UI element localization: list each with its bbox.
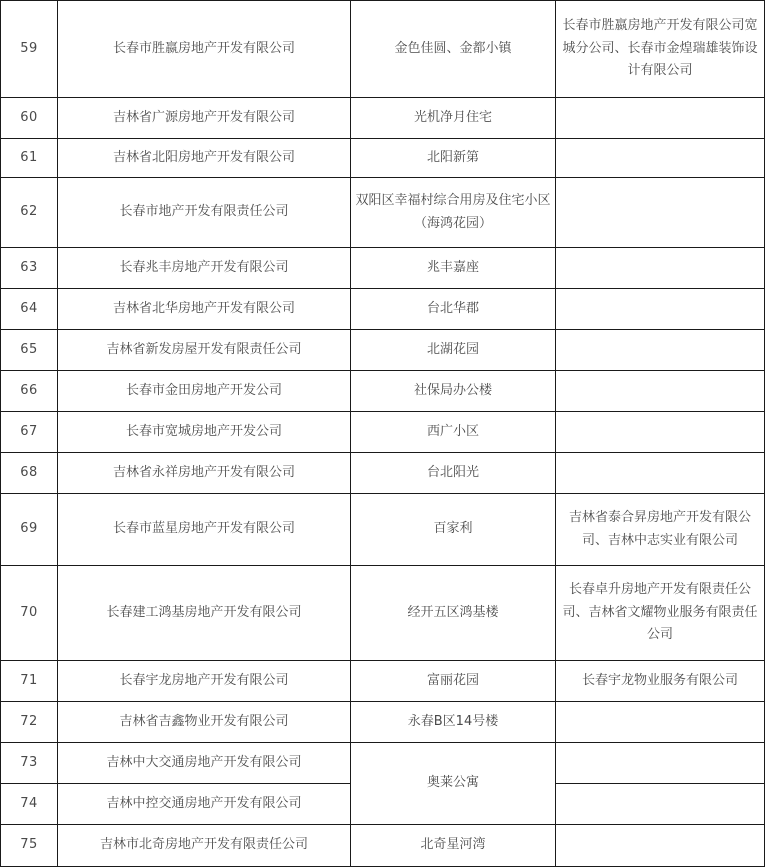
company-name-cell: 吉林省北华房地产开发有限公司 bbox=[58, 289, 351, 330]
project-name-cell: 北阳新第 bbox=[351, 139, 556, 178]
row-index-cell: 63 bbox=[1, 248, 58, 289]
table-row[interactable] bbox=[1, 661, 765, 702]
related-enterprise-cell bbox=[556, 98, 765, 139]
related-enterprise-cell: 长春卓升房地产开发有限责任公司、吉林省文耀物业服务有限责任公司 bbox=[556, 566, 765, 661]
row-index-cell: 74 bbox=[1, 784, 58, 825]
row-index-cell: 59 bbox=[1, 1, 58, 98]
row-index-cell: 75 bbox=[1, 825, 58, 867]
table-body bbox=[1, 1, 765, 867]
project-name-cell: 台北华郡 bbox=[351, 289, 556, 330]
company-name-cell: 吉林省广源房地产开发有限公司 bbox=[58, 98, 351, 139]
related-enterprise-cell bbox=[556, 825, 765, 867]
project-name-cell-merged: 奥莱公寓 bbox=[351, 743, 556, 825]
row-index-cell: 73 bbox=[1, 743, 58, 784]
row-index-cell: 71 bbox=[1, 661, 58, 702]
table-row[interactable] bbox=[1, 743, 765, 784]
company-name-cell: 吉林省北阳房地产开发有限公司 bbox=[58, 139, 351, 178]
table-row[interactable] bbox=[1, 566, 765, 661]
related-enterprise-cell: 吉林省泰合昇房地产开发有限公司、吉林中志实业有限公司 bbox=[556, 494, 765, 566]
related-enterprise-cell bbox=[556, 248, 765, 289]
table-row[interactable] bbox=[1, 371, 765, 412]
row-index-cell: 70 bbox=[1, 566, 58, 661]
project-name-cell: 百家利 bbox=[351, 494, 556, 566]
row-index-cell: 64 bbox=[1, 289, 58, 330]
company-name-cell: 吉林中控交通房地产开发有限公司 bbox=[58, 784, 351, 825]
project-name-cell: 西广小区 bbox=[351, 412, 556, 453]
related-enterprise-cell bbox=[556, 178, 765, 248]
company-name-cell: 吉林中大交通房地产开发有限公司 bbox=[58, 743, 351, 784]
row-index-cell: 67 bbox=[1, 412, 58, 453]
project-name-cell: 兆丰嘉座 bbox=[351, 248, 556, 289]
table-row[interactable] bbox=[1, 139, 765, 178]
table-row[interactable] bbox=[1, 1, 765, 98]
company-name-cell: 长春建工鸿基房地产开发有限公司 bbox=[58, 566, 351, 661]
related-enterprise-cell bbox=[556, 139, 765, 178]
row-index-cell: 62 bbox=[1, 178, 58, 248]
related-enterprise-cell bbox=[556, 412, 765, 453]
table-row[interactable] bbox=[1, 330, 765, 371]
row-index-cell: 61 bbox=[1, 139, 58, 178]
company-name-cell: 吉林省永祥房地产开发有限公司 bbox=[58, 453, 351, 494]
table-row[interactable] bbox=[1, 178, 765, 248]
related-enterprise-cell: 长春市胜嬴房地产开发有限公司宽城分公司、长春市金煌瑞雄装饰设计有限公司 bbox=[556, 1, 765, 98]
project-name-cell: 经开五区鸿基楼 bbox=[351, 566, 556, 661]
company-name-cell: 吉林省新发房屋开发有限责任公司 bbox=[58, 330, 351, 371]
related-enterprise-cell: 长春宇龙物业服务有限公司 bbox=[556, 661, 765, 702]
company-name-cell: 长春市胜嬴房地产开发有限公司 bbox=[58, 1, 351, 98]
row-index-cell: 68 bbox=[1, 453, 58, 494]
project-name-cell: 台北阳光 bbox=[351, 453, 556, 494]
project-name-cell: 富丽花园 bbox=[351, 661, 556, 702]
table-row[interactable] bbox=[1, 825, 765, 867]
company-name-cell: 长春宇龙房地产开发有限公司 bbox=[58, 661, 351, 702]
project-name-cell: 北奇星河湾 bbox=[351, 825, 556, 867]
table-row[interactable] bbox=[1, 248, 765, 289]
related-enterprise-cell bbox=[556, 743, 765, 784]
row-index-cell: 72 bbox=[1, 702, 58, 743]
company-name-cell: 吉林市北奇房地产开发有限责任公司 bbox=[58, 825, 351, 867]
project-name-cell: 永春B区14号楼 bbox=[351, 702, 556, 743]
company-name-cell: 长春市地产开发有限责任公司 bbox=[58, 178, 351, 248]
related-enterprise-cell bbox=[556, 371, 765, 412]
table-row[interactable] bbox=[1, 453, 765, 494]
table-row[interactable] bbox=[1, 98, 765, 139]
related-enterprise-cell bbox=[556, 702, 765, 743]
company-name-cell: 长春市蓝星房地产开发有限公司 bbox=[58, 494, 351, 566]
company-name-cell: 长春市金田房地产开发公司 bbox=[58, 371, 351, 412]
project-name-cell: 社保局办公楼 bbox=[351, 371, 556, 412]
company-name-cell: 吉林省吉鑫物业开发有限公司 bbox=[58, 702, 351, 743]
related-enterprise-cell bbox=[556, 289, 765, 330]
related-enterprise-cell bbox=[556, 330, 765, 371]
project-name-cell: 光机净月住宅 bbox=[351, 98, 556, 139]
table-row[interactable] bbox=[1, 494, 765, 566]
project-name-cell: 双阳区幸福村综合用房及住宅小区（海鸿花园） bbox=[351, 178, 556, 248]
table-row[interactable] bbox=[1, 412, 765, 453]
related-enterprise-cell bbox=[556, 453, 765, 494]
row-index-cell: 66 bbox=[1, 371, 58, 412]
company-name-cell: 长春市宽城房地产开发公司 bbox=[58, 412, 351, 453]
project-name-cell: 金色佳圆、金都小镇 bbox=[351, 1, 556, 98]
row-index-cell: 60 bbox=[1, 98, 58, 139]
table-row[interactable] bbox=[1, 702, 765, 743]
company-name-cell: 长春兆丰房地产开发有限公司 bbox=[58, 248, 351, 289]
table-row[interactable] bbox=[1, 289, 765, 330]
project-name-cell: 北湖花园 bbox=[351, 330, 556, 371]
related-enterprise-cell bbox=[556, 784, 765, 825]
row-index-cell: 69 bbox=[1, 494, 58, 566]
row-index-cell: 65 bbox=[1, 330, 58, 371]
